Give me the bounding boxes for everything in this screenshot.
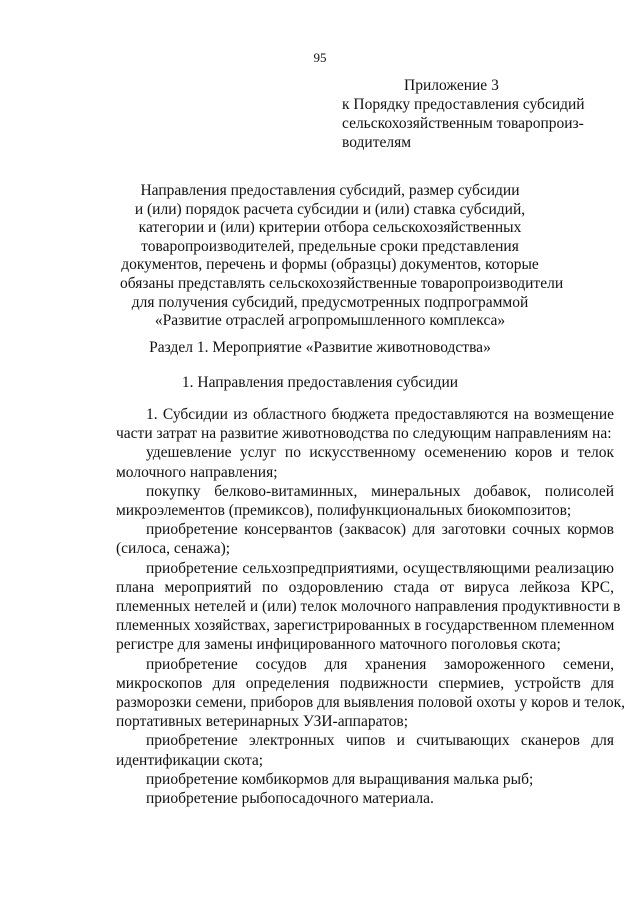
body-text	[116, 405, 625, 808]
paragraph-line: приобретение рыбопосадочного материала.	[146, 790, 434, 808]
paragraph	[116, 655, 625, 732]
appendix-line: водителям	[342, 134, 412, 151]
document-title	[120, 182, 564, 331]
paragraph-line: молочного направления;	[116, 463, 278, 481]
title-line: Направления предоставления субсидий, размер субсидии	[140, 182, 520, 199]
paragraph-line: портативных ветеринарных УЗИ-аппаратов;	[116, 713, 409, 731]
title-line: обязаны представлять сельскохозяйственные товаропроизводители	[120, 274, 564, 292]
paragraph-line: микроэлементов (премиксов), полифункциональных биокомпозитов;	[116, 502, 572, 520]
paragraph-line: микроскопов для определения подвижности спермиев, устройств для	[116, 674, 614, 692]
section-heading: Раздел 1. Мероприятие «Развитие животноводства»	[149, 339, 491, 356]
title-line: документов, перечень и формы (образцы) документов, которые	[121, 256, 539, 274]
title-line: и (или) порядок расчета субсидии и (или) ставка субсидий,	[134, 200, 526, 218]
paragraph-line: идентификации скота;	[116, 751, 264, 769]
paragraph-line: части затрат на развитие животноводства по следующим направлениям на:	[116, 425, 612, 443]
title-line: для получения субсидий, предусмотренных подпрограммой	[131, 293, 529, 311]
paragraph-line: регистре для замены инфицированного маточного поголовья скота;	[116, 636, 561, 654]
paragraph-line: племенных хозяйствах, зарегистрированных в государственном племенном	[116, 617, 615, 635]
appendix-line: сельскохозяйственным товаропроиз-	[342, 115, 584, 132]
paragraph-line: разморозки семени, приборов для выявления половой охоты у коров и телок,	[116, 694, 625, 712]
paragraph	[116, 482, 614, 520]
paragraph-line: удешевление услуг по искусственному осеменению коров и телок	[146, 444, 614, 462]
paragraph-line: (силоса, сенажа);	[116, 540, 231, 558]
appendix-line: к Порядку предоставления субсидий	[342, 96, 585, 113]
paragraph-line: приобретение консервантов (заквасок) для заготовки сочных кормов	[146, 521, 614, 539]
paragraph-line: приобретение комбикормов для выращивания малька рыб;	[146, 770, 534, 788]
paragraph	[116, 731, 614, 769]
paragraph	[116, 770, 614, 789]
paragraph-line: 1. Субсидии из областного бюджета предоставляются на возмещение	[146, 406, 614, 423]
appendix-title: Приложение 3	[404, 77, 499, 94]
paragraph	[116, 520, 614, 558]
title-line: категории и (или) критерии отбора сельскохозяйственных	[138, 219, 522, 237]
paragraph	[116, 559, 621, 655]
appendix-block	[342, 76, 612, 152]
paragraph	[116, 405, 614, 443]
paragraph-line: приобретение сосудов для хранения замороженного семени,	[146, 655, 614, 673]
page-number: 95	[313, 50, 327, 65]
paragraph-line: приобретение сельхозпредприятиями, осуществляющими реализацию	[146, 559, 614, 577]
paragraph	[116, 789, 614, 808]
subsection-heading: 1. Направления предоставления субсидии	[181, 374, 459, 391]
paragraph	[116, 443, 614, 481]
paragraph-line: покупку белково-витаминных, минеральных добавок, полисолей	[146, 482, 614, 500]
paragraph-line: приобретение электронных чипов и считывающих сканеров для	[146, 732, 614, 750]
paragraph-line: племенных нетелей и (или) телок молочного направления продуктивности в	[116, 598, 621, 616]
title-line: «Развитие отраслей агропромышленного комплекса»	[154, 312, 506, 330]
title-line: товаропроизводителей, предельные сроки представления	[141, 237, 519, 255]
paragraph-line: плана мероприятий по оздоровлению стада от вируса лейкоза КРС,	[116, 578, 614, 596]
